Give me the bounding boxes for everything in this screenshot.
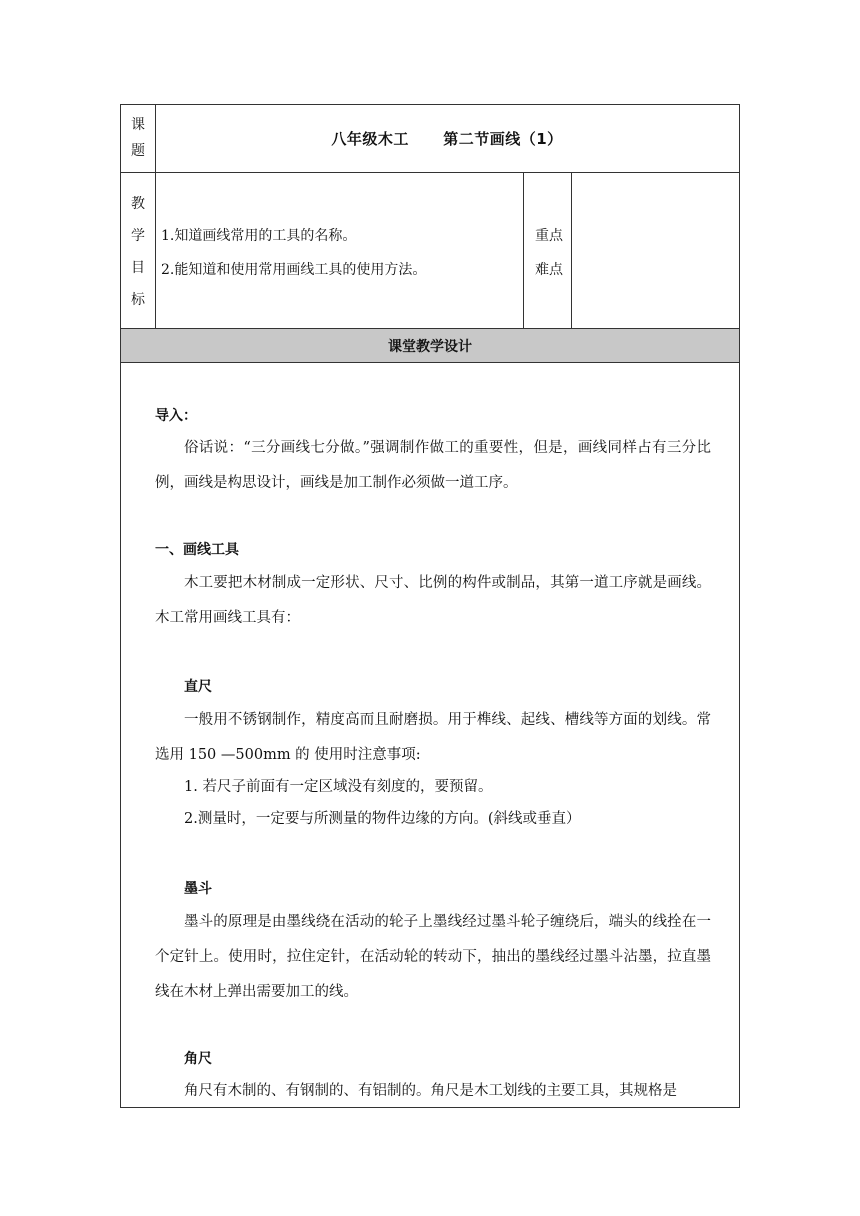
topic-label-char: 题 — [131, 143, 145, 159]
part1-heading: 一、画线工具 — [155, 542, 239, 558]
objectives-list — [161, 219, 521, 287]
lesson-plan-table — [120, 104, 740, 1108]
key-difficult-label — [525, 219, 573, 287]
ruler-paragraph: 一般用不锈钢制作，精度高而且耐磨损。用于榫线、起线、槽线等方面的划线。常选用 150 —500mm 的 使用时注意事项: — [155, 712, 711, 763]
objective-item: 2.能知道和使用常用画线工具的使用方法。 — [161, 262, 427, 278]
part1-paragraph: 木工要把木材制成一定形状、尺寸、比例的构件或制品，其第一道工序就是画线。木工常用画线工具有： — [155, 575, 711, 626]
key-point-label: 重点 — [535, 228, 563, 244]
objectives-label-char: 教 — [131, 196, 145, 212]
topic-label — [121, 112, 155, 164]
intro-paragraph: 俗话说：“三分画线七分做。”强调制作做工的重要性，但是，画线同样占有三分比例，画线是构思设计，画线是加工制作必须做一道工序。 — [155, 440, 711, 491]
objectives-label-char: 目 — [131, 260, 145, 276]
ruler-note: 1. 若尺子前面有一定区域没有刻度的，要预留。 — [184, 779, 493, 795]
objectives-label-char: 标 — [131, 292, 145, 308]
lesson-title: 八年级木工 第二节画线（1） — [331, 130, 563, 148]
ruler-heading: 直尺 — [184, 679, 212, 695]
ruler-note: 2.测量时，一定要与所测量的物件边缘的方向。(斜线或垂直） — [184, 811, 581, 827]
square-heading: 角尺 — [184, 1051, 212, 1067]
section-title: 课堂教学设计 — [388, 338, 472, 355]
inkline-heading: 墨斗 — [184, 881, 212, 897]
inkline-paragraph: 墨斗的原理是由墨线绕在活动的轮子上墨线经过墨斗轮子缠绕后，端头的线拴在一个定针上。使用时，拉住定针，在活动轮的转动下，抽出的墨线经过墨斗沾墨，拉直墨线在木材上弹出需要加工的线。 — [155, 914, 711, 1000]
square-paragraph: 角尺有木制的、有钢制的、有铝制的。角尺是木工划线的主要工具，其规格是 — [184, 1083, 677, 1099]
objectives-label — [121, 188, 155, 316]
topic-label-char: 课 — [131, 117, 145, 133]
divider — [121, 362, 739, 363]
divider — [523, 172, 524, 328]
divider — [571, 172, 572, 328]
objectives-label-char: 学 — [131, 228, 145, 244]
objective-item: 1.知道画线常用的工具的名称。 — [161, 228, 357, 244]
intro-heading: 导入： — [155, 408, 197, 424]
section-title-bar — [121, 329, 739, 362]
divider — [155, 172, 156, 328]
divider — [121, 172, 739, 173]
difficult-point-label: 难点 — [535, 262, 563, 278]
